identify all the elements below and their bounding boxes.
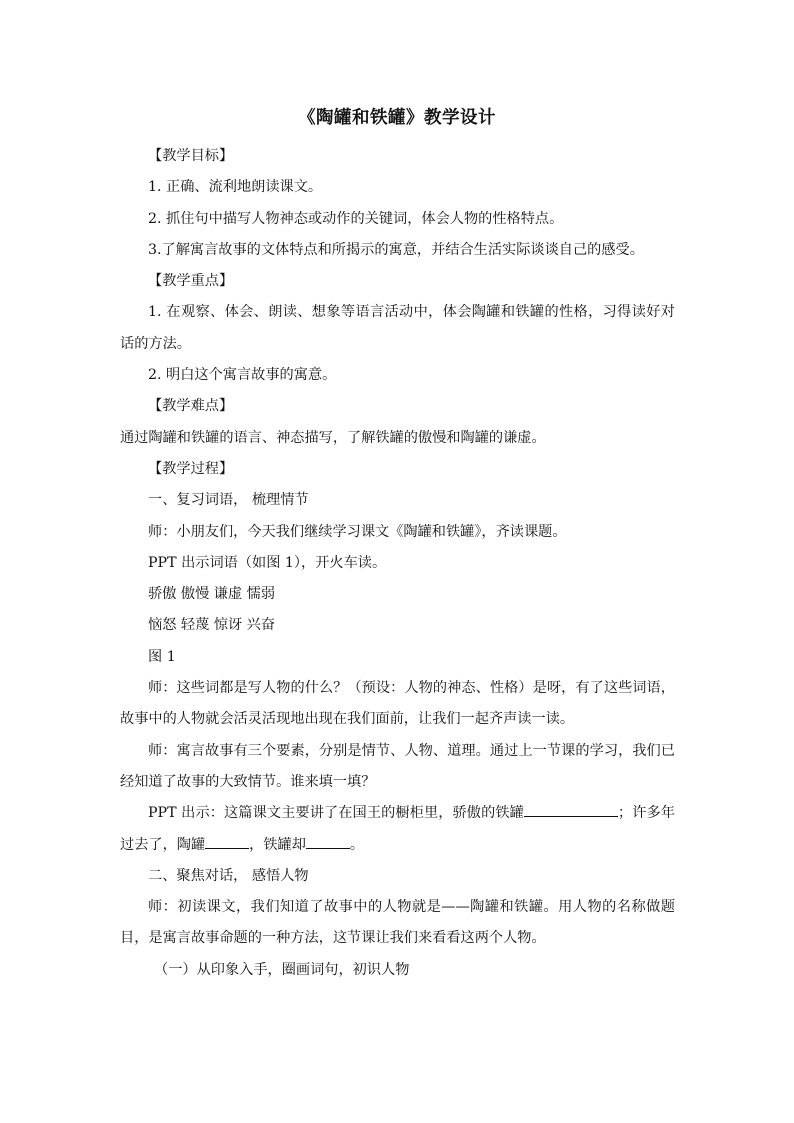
paragraph: PPT 出示词语（如图 1），开火车读。 [148, 554, 387, 571]
text-segment: PPT 出示：这篇课文主要讲了在国王的橱柜里，骄傲的铁罐 [148, 805, 524, 822]
paragraph: 师：初读课文，我们知道了故事中的人物就是——陶罐和铁罐。用人物的名称做题目，是寓言故事命题的一种方法，这节课让我们来看看这两个人物。 [120, 899, 675, 947]
document-title: 《陶罐和铁罐》教学设计 [298, 108, 496, 128]
blank-line [306, 833, 350, 848]
text-segment: ；许多年过去了，陶罐 [120, 805, 675, 853]
goal-item: 1. 正确、流利地朗读课文。 [148, 179, 323, 196]
figure-label: 图 1 [148, 648, 176, 665]
difficult-heading: 【教学难点】 [148, 398, 234, 415]
key-item: 1. 在观察、体会、朗读、想象等语言活动中，体会陶罐和铁罐的性格，习得读好对话的方法。 [120, 304, 675, 352]
text-segment: 。 [349, 836, 365, 853]
goals-heading: 【教学目标】 [148, 148, 234, 164]
difficult-text: 通过陶罐和铁罐的语言、神态描写，了解铁罐的傲慢和陶罐的谦虚。 [120, 429, 546, 446]
blank-line [524, 802, 618, 817]
fill-blank-paragraph [120, 798, 675, 861]
document-body [120, 141, 675, 986]
process-heading: 【教学过程】 [148, 460, 234, 477]
paragraph: 师：这些词都是写人物的什么？（预设：人物的神态、性格）是呀，有了这些词语，故事中的人物就会活灵活现地出现在我们面前，让我们一起齐声读一读。 [120, 680, 675, 728]
goal-item: 3.了解寓言故事的文体特点和所揭示的寓意，并结合生活实际谈谈自己的感受。 [148, 241, 644, 258]
text-segment: ，铁罐却 [249, 836, 306, 853]
goal-item: 2. 抓住句中描写人物神态或动作的关键词，体会人物的性格特点。 [148, 210, 564, 227]
blank-line [205, 833, 249, 848]
subsection-heading: （一）从印象入手，圈画词句，初识人物 [154, 961, 410, 978]
paragraph: 师：寓言故事有三个要素，分别是情节、人物、道理。通过上一节课的学习，我们已经知道了故事的大致情节。谁来填一填？ [120, 742, 675, 790]
key-item: 2. 明白这个寓言故事的寓意。 [148, 367, 337, 384]
part2-heading: 二、聚焦对话， 感悟人物 [148, 867, 309, 884]
key-heading: 【教学重点】 [148, 273, 234, 290]
word-list: 骄傲 傲慢 谦虚 懦弱 [148, 586, 276, 603]
part1-heading: 一、复习词语， 梳理情节 [148, 492, 309, 509]
word-list: 恼怒 轻蔑 惊讶 兴奋 [148, 617, 276, 634]
paragraph: 师：小朋友们，今天我们继续学习课文《陶罐和铁罐》，齐读课题。 [148, 523, 567, 540]
